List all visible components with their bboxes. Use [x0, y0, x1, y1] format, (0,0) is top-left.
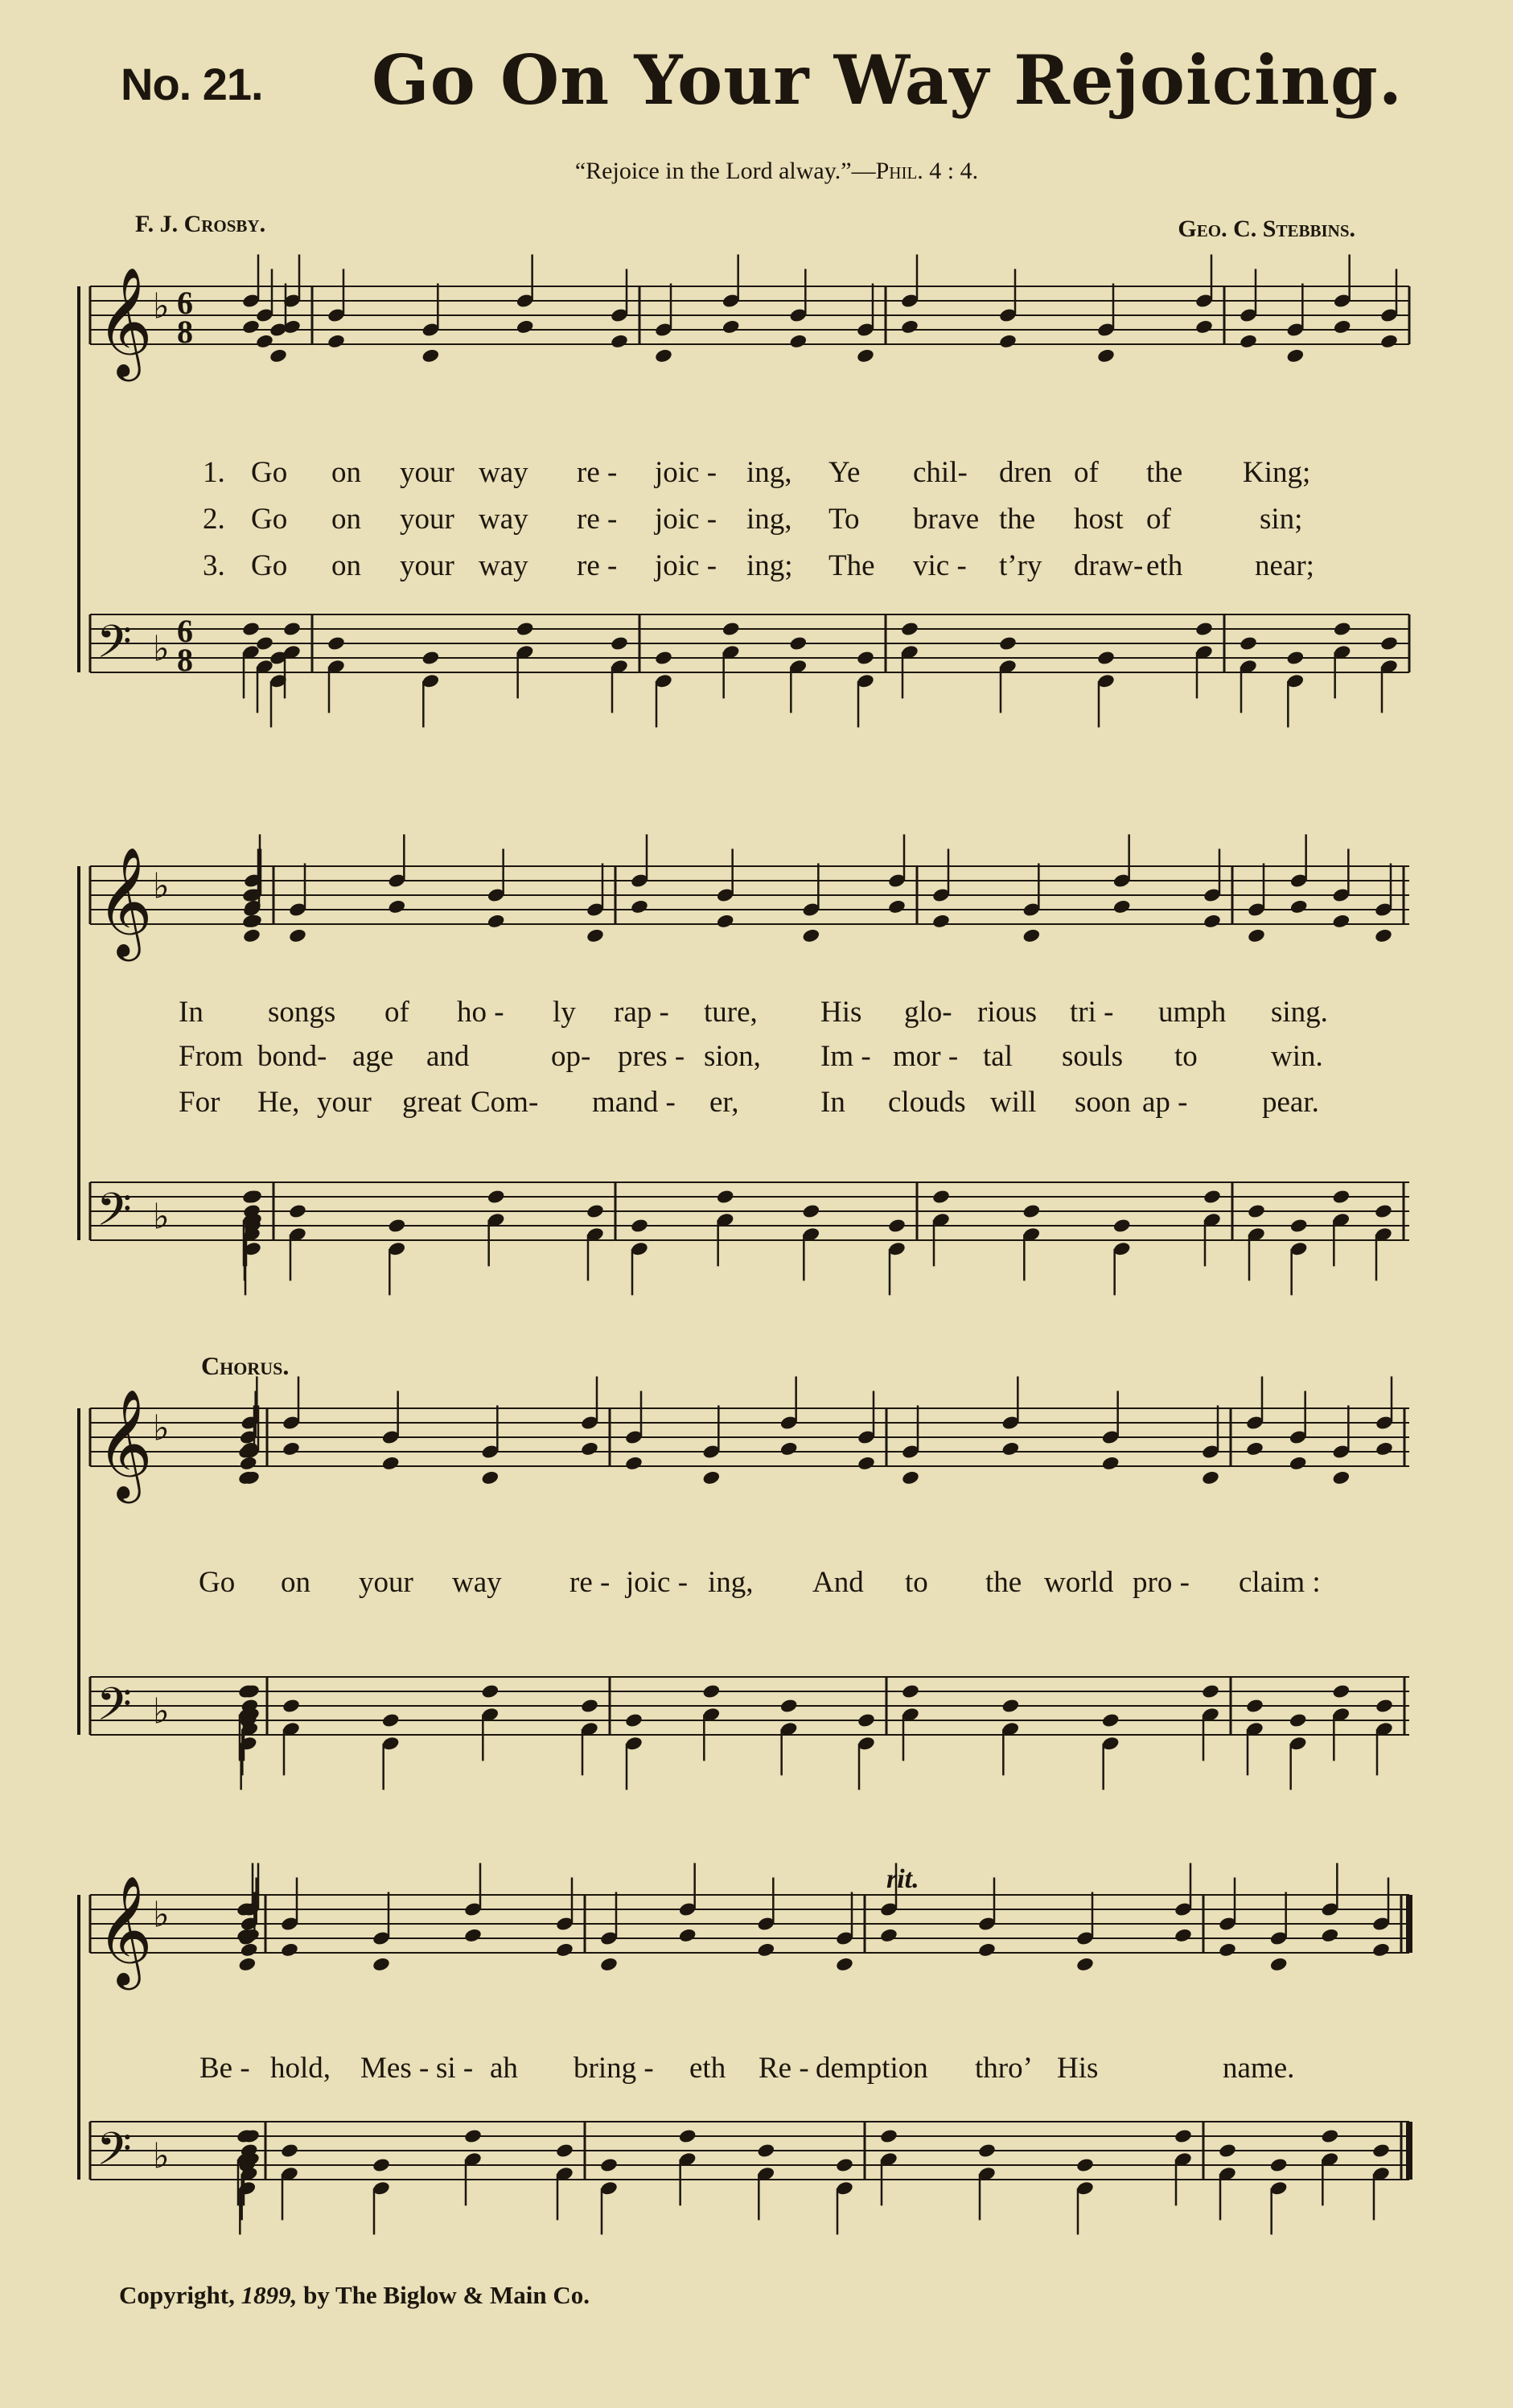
- note-head: [1022, 1203, 1042, 1219]
- note-head: [654, 650, 673, 666]
- key-signature-flat-icon: ♭: [153, 1196, 170, 1238]
- lyric-syllable: way: [452, 1566, 502, 1599]
- note-head: [239, 1455, 258, 1471]
- lyric-syllable: brave: [913, 503, 980, 536]
- lyric-syllable: His: [820, 996, 862, 1029]
- note-head: [1194, 318, 1214, 335]
- note-head: [879, 2128, 898, 2144]
- lyric-syllable: Re -: [759, 2052, 809, 2085]
- key-signature-flat-icon: ♭: [153, 628, 170, 670]
- lyric-syllable: Go: [199, 1566, 236, 1599]
- scripture-reference: —Phil. 4 : 4.: [851, 158, 979, 184]
- lyric-syllable: re -: [577, 549, 618, 582]
- note-head: [722, 318, 741, 335]
- lyric-syllable: sin;: [1260, 503, 1303, 536]
- note-head: [487, 1189, 506, 1205]
- note-head: [481, 1683, 500, 1699]
- note-head: [288, 1203, 307, 1219]
- note-head: [1332, 1683, 1351, 1699]
- note-head: [857, 1455, 876, 1471]
- lyric-syllable: demption: [816, 2052, 928, 2085]
- note-head: [599, 2157, 619, 2173]
- lyric-syllable: ap -: [1142, 1086, 1188, 1119]
- lyric-syllable: bond-: [257, 1040, 327, 1073]
- lyric-syllable: re -: [577, 503, 618, 536]
- time-signature-digit: 8: [177, 314, 193, 350]
- note-head: [1289, 1712, 1308, 1728]
- lyric-syllable: joic -: [655, 456, 717, 489]
- note-head: [241, 621, 261, 637]
- lyric-syllable: will: [990, 1086, 1037, 1119]
- lyric-syllable: From: [179, 1040, 244, 1073]
- note-head: [1239, 635, 1258, 651]
- lyric-syllable: pear.: [1262, 1086, 1319, 1119]
- lyric-syllable: eth: [689, 2052, 726, 2085]
- note-head: [716, 913, 735, 929]
- lyric-syllable: 2.: [203, 503, 225, 536]
- lyric-syllable: near;: [1255, 549, 1314, 582]
- lyric-syllable: joic -: [655, 503, 717, 536]
- note-head: [244, 1189, 263, 1205]
- note-head: [757, 1942, 776, 1958]
- time-signature-digit: 6: [177, 285, 193, 321]
- lyric-syllable: 1.: [203, 456, 225, 489]
- lyric-syllable: joic -: [655, 549, 717, 582]
- lyric-syllable: rap -: [614, 996, 669, 1029]
- lyric-syllable: Go: [251, 456, 288, 489]
- note-head: [887, 898, 907, 914]
- time-signature-digit: 6: [177, 613, 193, 649]
- lyric-syllable: op-: [551, 1040, 591, 1073]
- note-head: [586, 927, 605, 943]
- lyric-syllable: ture,: [704, 996, 758, 1029]
- note-head: [280, 1942, 299, 1958]
- lyric-syllable: tal: [983, 1040, 1013, 1073]
- lyric-syllable: re -: [569, 1566, 611, 1599]
- note-head: [1247, 927, 1266, 943]
- note-head: [381, 1712, 401, 1728]
- lyric-syllable: songs: [268, 996, 336, 1029]
- scripture-quote: “Rejoice in the Lord alway.”: [574, 158, 852, 184]
- lyric-syllable: world: [1044, 1566, 1114, 1599]
- treble-clef-icon: 𝄞: [97, 845, 153, 956]
- lyric-syllable: joic -: [626, 1566, 689, 1599]
- lyric-syllable: glo-: [904, 996, 952, 1029]
- note-head: [421, 650, 441, 666]
- note-head: [1001, 1698, 1021, 1714]
- note-head: [388, 898, 407, 914]
- lyric-syllable: Mes -: [360, 2052, 430, 2085]
- note-head: [555, 1942, 574, 1958]
- note-head: [1174, 1927, 1193, 1943]
- lyric-syllable: the: [999, 503, 1036, 536]
- lyric-syllable: the: [1146, 456, 1183, 489]
- lyric-syllable: Ye: [828, 456, 861, 489]
- note-head: [624, 1712, 643, 1728]
- lyric-syllable: draw-: [1074, 549, 1144, 582]
- note-head: [678, 1927, 697, 1943]
- note-head: [1332, 1189, 1351, 1205]
- note-head: [789, 333, 808, 349]
- note-head: [1174, 2128, 1193, 2144]
- lyric-syllable: age: [352, 1040, 394, 1073]
- note-head: [1096, 650, 1116, 666]
- note-head: [977, 1942, 997, 1958]
- note-head: [586, 1203, 605, 1219]
- lyric-syllable: great: [402, 1086, 462, 1119]
- lyric-syllable: your: [400, 503, 454, 536]
- lyric-syllable: The: [828, 549, 875, 582]
- lyric-syllable: Go: [251, 549, 288, 582]
- copyright-holder: by The Biglow & Main Co.: [303, 2281, 590, 2309]
- lyric-syllable: ly: [553, 996, 576, 1029]
- lyric-syllable: umph: [1158, 996, 1227, 1029]
- lyric-syllable: of: [384, 996, 409, 1029]
- lyric-syllable: your: [400, 549, 454, 582]
- note-head: [722, 621, 741, 637]
- lyric-syllable: Be -: [199, 2052, 250, 2085]
- lyric-syllable: thro’: [975, 2052, 1033, 2085]
- lyric-syllable: To: [828, 503, 860, 536]
- note-head: [1201, 1683, 1220, 1699]
- lyric-syllable: In: [820, 1086, 845, 1119]
- note-head: [1239, 333, 1258, 349]
- lyric-syllable: pres -: [618, 1040, 685, 1073]
- note-head: [255, 333, 274, 349]
- note-head: [599, 1956, 619, 1972]
- note-head: [1379, 333, 1399, 349]
- lyric-syllable: clouds: [888, 1086, 966, 1119]
- lyric-syllable: sion,: [704, 1040, 761, 1073]
- note-head: [610, 333, 629, 349]
- note-head: [1375, 1698, 1394, 1714]
- lyric-syllable: mor -: [893, 1040, 959, 1073]
- bass-clef-icon: 𝄢: [97, 616, 132, 680]
- note-head: [463, 2128, 483, 2144]
- note-head: [1289, 1218, 1309, 1234]
- note-head: [516, 621, 535, 637]
- lyric-syllable: For: [179, 1086, 220, 1119]
- note-head: [288, 927, 307, 943]
- lyric-syllable: re -: [577, 456, 618, 489]
- note-head: [381, 1455, 401, 1471]
- note-head: [789, 635, 808, 651]
- note-head: [240, 1942, 259, 1958]
- note-head: [244, 913, 263, 929]
- bass-clef-icon: 𝄢: [97, 1679, 132, 1742]
- lyric-syllable: to: [905, 1566, 928, 1599]
- note-head: [1218, 2143, 1237, 2159]
- lyric-syllable: ing,: [708, 1566, 754, 1599]
- lyric-syllable: t’ry: [999, 549, 1042, 582]
- note-head: [555, 2143, 574, 2159]
- lyric-syllable: souls: [1062, 1040, 1124, 1073]
- note-head: [901, 1469, 920, 1485]
- note-head: [269, 347, 288, 364]
- note-head: [610, 635, 629, 651]
- note-head: [835, 2157, 854, 2173]
- note-head: [1374, 1203, 1393, 1219]
- note-head: [372, 2157, 391, 2173]
- lyric-syllable: host: [1074, 503, 1124, 536]
- note-head: [900, 621, 919, 637]
- treble-clef-icon: 𝄞: [97, 265, 153, 376]
- note-head: [1286, 650, 1305, 666]
- lyric-syllable: His: [1057, 2052, 1099, 2085]
- note-head: [654, 347, 673, 364]
- note-head: [879, 1927, 898, 1943]
- hymn-title-text: Go On Your Way Rejoicing.: [372, 40, 1403, 120]
- lyric-syllable: on: [331, 549, 361, 582]
- lyric-syllable: hold,: [270, 2052, 331, 2085]
- lyric-syllable: King;: [1243, 456, 1311, 489]
- note-head: [678, 2128, 697, 2144]
- lyric-syllable: ing;: [746, 549, 793, 582]
- note-head: [421, 347, 441, 364]
- lyric-syllable: ing,: [746, 456, 792, 489]
- lyric-syllable: vic -: [913, 549, 967, 582]
- note-head: [1247, 1203, 1266, 1219]
- note-head: [931, 1189, 951, 1205]
- copyright-prefix: Copyright,: [119, 2281, 235, 2309]
- lyric-syllable: and: [426, 1040, 470, 1073]
- note-head: [702, 1683, 722, 1699]
- note-head: [1374, 927, 1393, 943]
- note-head: [998, 333, 1018, 349]
- note-head: [1333, 621, 1352, 637]
- note-head: [1375, 1440, 1394, 1457]
- lyric-syllable: Go: [251, 503, 288, 536]
- note-head: [802, 1203, 821, 1219]
- lyric-syllable: eth: [1146, 549, 1183, 582]
- tempo-mark-rit: rit.: [886, 1864, 919, 1894]
- lyric-syllable: way: [479, 549, 528, 582]
- note-head: [1371, 2143, 1391, 2159]
- lyricist-credit: F. J. Crosby.: [135, 211, 266, 237]
- note-head: [241, 318, 261, 335]
- lyric-syllable: chil-: [913, 456, 968, 489]
- lyric-syllable: ing,: [746, 503, 792, 536]
- note-head: [282, 621, 302, 637]
- treble-clef-icon: 𝄞: [97, 1874, 153, 1985]
- note-head: [1112, 1218, 1132, 1234]
- lyric-syllable: on: [281, 1566, 310, 1599]
- lyric-syllable: In: [179, 996, 204, 1029]
- note-head: [1075, 1956, 1095, 1972]
- lyric-syllable: si -: [436, 2052, 474, 2085]
- key-signature-flat-icon: ♭: [153, 2135, 170, 2177]
- bass-clef-icon: 𝄢: [97, 1184, 132, 1247]
- lyric-syllable: the: [985, 1566, 1022, 1599]
- lyric-syllable: your: [400, 456, 454, 489]
- lyric-syllable: Com-: [471, 1086, 539, 1119]
- note-head: [282, 1440, 301, 1457]
- composer-credit: Geo. C. Stebbins.: [1178, 216, 1355, 242]
- note-head: [1321, 1927, 1340, 1943]
- key-signature-flat-icon: ♭: [153, 1407, 170, 1449]
- note-head: [1112, 898, 1132, 914]
- lyric-syllable: your: [359, 1566, 413, 1599]
- lyric-syllable: Im -: [820, 1040, 871, 1073]
- note-head: [282, 1698, 301, 1714]
- hymn-number: No. 21.: [121, 59, 263, 109]
- note-head: [900, 318, 919, 335]
- key-signature-flat-icon: ♭: [153, 286, 170, 327]
- lyric-syllable: 3.: [203, 549, 225, 582]
- note-head: [1289, 898, 1309, 914]
- note-head: [580, 1440, 599, 1457]
- note-head: [1371, 1942, 1391, 1958]
- note-head: [1332, 913, 1351, 929]
- treble-clef-icon: 𝄞: [97, 1387, 153, 1498]
- lyric-syllable: bring -: [574, 2052, 654, 2085]
- note-head: [238, 1956, 257, 1972]
- note-head: [280, 2143, 299, 2159]
- note-head: [1001, 1440, 1021, 1457]
- lyric-syllable: rious: [977, 996, 1037, 1029]
- note-head: [856, 650, 875, 666]
- note-head: [998, 635, 1018, 651]
- note-head: [779, 1698, 799, 1714]
- note-head: [580, 1698, 599, 1714]
- bass-clef-icon: 𝄢: [97, 2123, 132, 2187]
- lyric-syllable: er,: [709, 1086, 739, 1119]
- note-head: [516, 318, 535, 335]
- note-head: [388, 1218, 407, 1234]
- note-head: [630, 1218, 649, 1234]
- note-head: [1286, 347, 1305, 364]
- lyric-syllable: tri -: [1070, 996, 1114, 1029]
- note-head: [1379, 635, 1399, 651]
- note-head: [1101, 1455, 1120, 1471]
- lyric-syllable: ho -: [457, 996, 504, 1029]
- note-head: [372, 1956, 391, 1972]
- lyric-syllable: to: [1174, 1040, 1198, 1073]
- lyric-syllable: way: [479, 456, 528, 489]
- time-signature-digit: 8: [177, 642, 193, 678]
- copyright-year: 1899,: [241, 2281, 298, 2309]
- note-head: [1022, 927, 1042, 943]
- note-head: [835, 1956, 854, 1972]
- note-head: [887, 1218, 907, 1234]
- note-head: [901, 1683, 920, 1699]
- lyric-syllable: of: [1146, 503, 1171, 536]
- note-head: [1194, 621, 1214, 637]
- note-head: [242, 927, 261, 943]
- copyright-notice: [119, 2281, 590, 2310]
- note-head: [931, 913, 951, 929]
- lyric-syllable: claim :: [1239, 1566, 1321, 1599]
- note-head: [1075, 2157, 1095, 2173]
- note-head: [857, 1712, 876, 1728]
- note-head: [327, 635, 346, 651]
- key-signature-flat-icon: ♭: [153, 865, 170, 907]
- lyric-syllable: pro -: [1133, 1566, 1190, 1599]
- note-head: [702, 1469, 722, 1485]
- note-head: [1321, 2128, 1340, 2144]
- note-head: [757, 2143, 776, 2159]
- lyric-syllable: your: [317, 1086, 372, 1119]
- note-head: [856, 347, 875, 364]
- key-signature-flat-icon: ♭: [153, 1691, 170, 1732]
- note-head: [1245, 1440, 1264, 1457]
- note-head: [716, 1189, 735, 1205]
- note-head: [487, 913, 506, 929]
- lyric-syllable: on: [331, 456, 361, 489]
- lyric-syllable: win.: [1271, 1040, 1323, 1073]
- note-head: [1203, 913, 1222, 929]
- key-signature-flat-icon: ♭: [153, 1894, 170, 1936]
- lyric-syllable: dren: [999, 456, 1052, 489]
- note-head: [1201, 1469, 1220, 1485]
- note-head: [1332, 1469, 1351, 1485]
- note-head: [1245, 1698, 1264, 1714]
- note-head: [1333, 318, 1352, 335]
- lyric-syllable: way: [479, 503, 528, 536]
- note-head: [481, 1469, 500, 1485]
- note-head: [463, 1927, 483, 1943]
- lyric-syllable: soon: [1075, 1086, 1131, 1119]
- lyric-syllable: ah: [490, 2052, 518, 2085]
- note-head: [1269, 1956, 1289, 1972]
- note-head: [802, 927, 821, 943]
- note-head: [624, 1455, 643, 1471]
- lyric-syllable: on: [331, 503, 361, 536]
- note-head: [1218, 1942, 1237, 1958]
- note-head: [1203, 1189, 1222, 1205]
- note-head: [977, 2143, 997, 2159]
- lyric-syllable: mand -: [592, 1086, 676, 1119]
- chorus-label: Chorus.: [201, 1351, 290, 1380]
- lyric-syllable: name.: [1223, 2052, 1295, 2085]
- note-head: [1096, 347, 1116, 364]
- note-head: [327, 333, 346, 349]
- lyric-syllable: And: [812, 1566, 864, 1599]
- note-head: [1269, 2157, 1289, 2173]
- note-head: [779, 1440, 799, 1457]
- lyric-syllable: sing.: [1271, 996, 1328, 1029]
- lyric-syllable: of: [1074, 456, 1099, 489]
- note-head: [630, 898, 649, 914]
- note-head: [1101, 1712, 1120, 1728]
- note-head: [1289, 1455, 1308, 1471]
- lyric-syllable: He,: [257, 1086, 300, 1119]
